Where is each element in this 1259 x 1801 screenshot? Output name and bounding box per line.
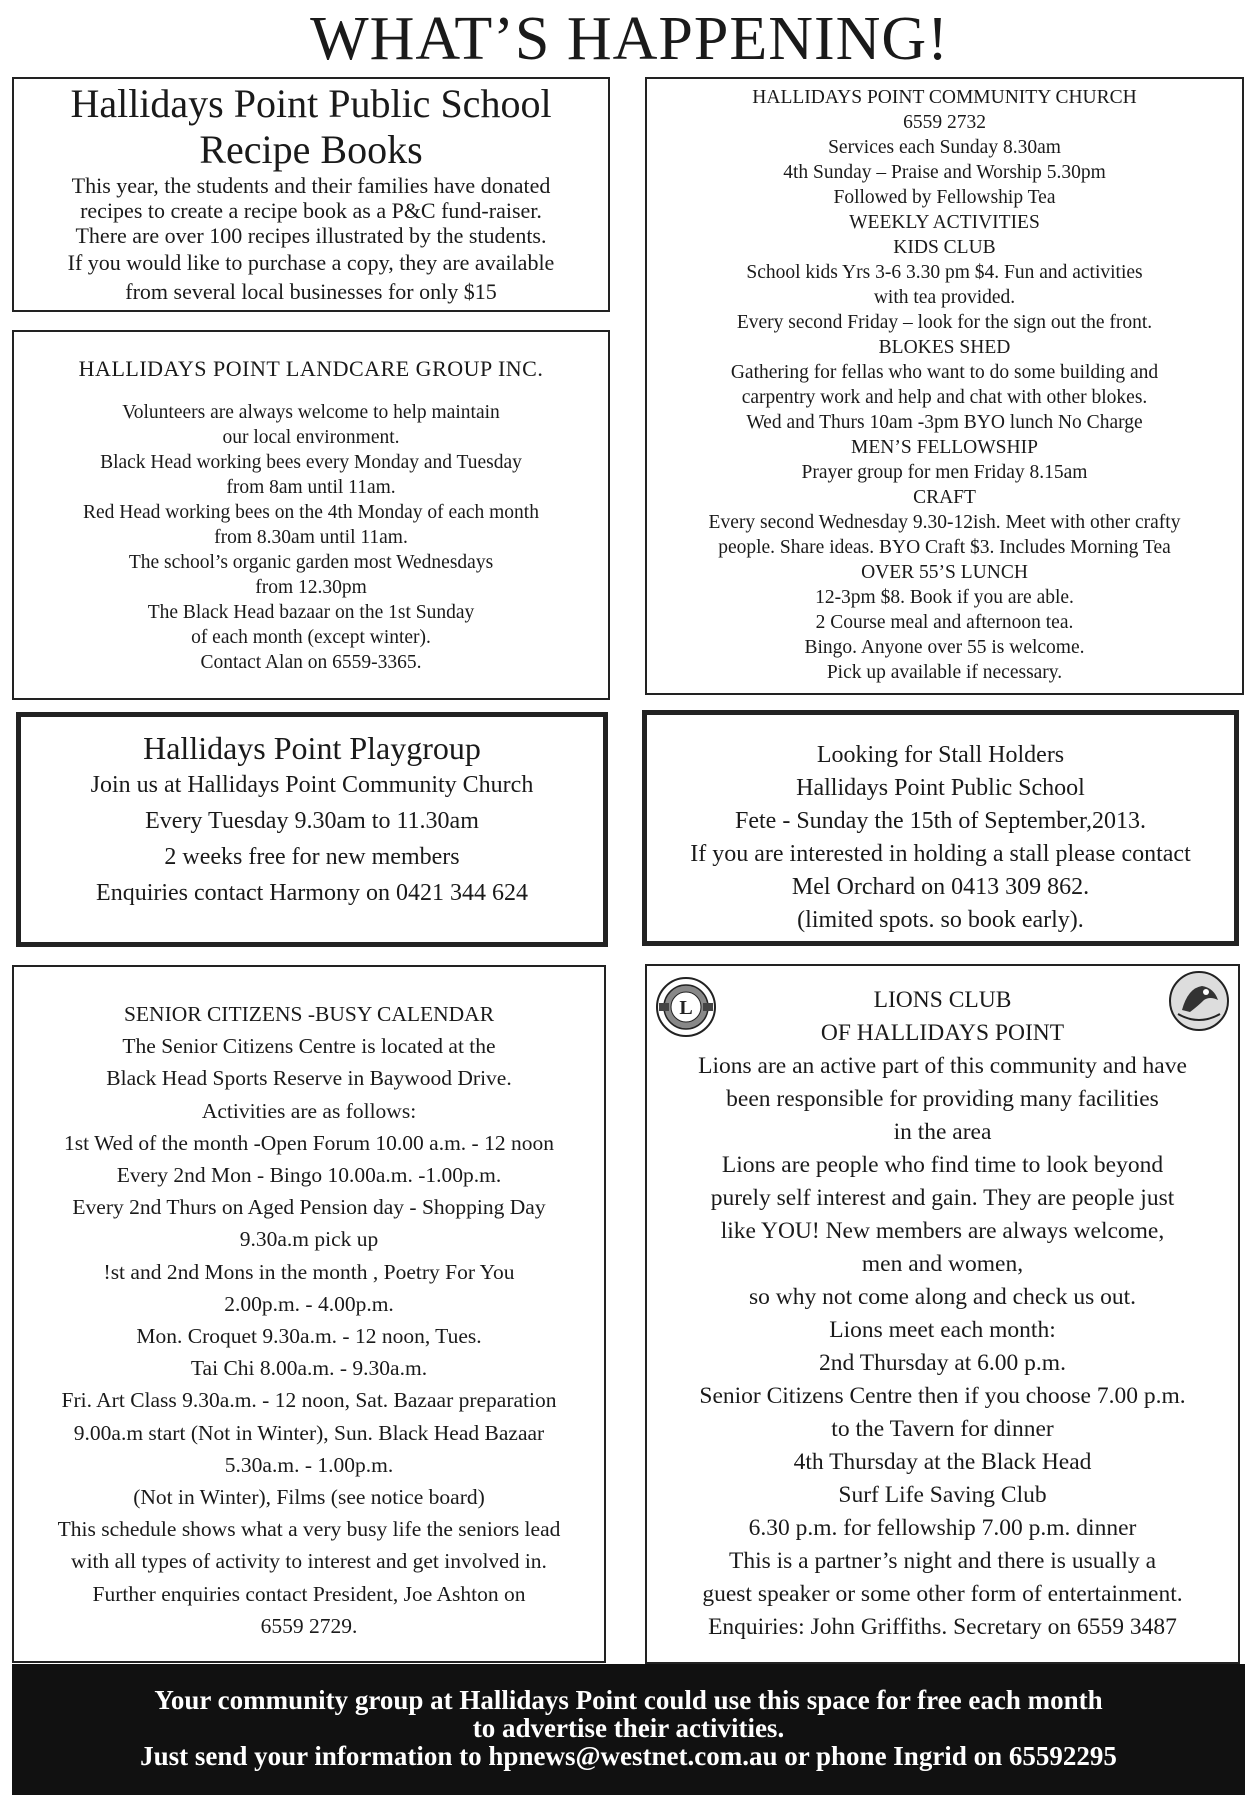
senior-citizens-text-line: 1st Wed of the month -Open Forum 10.00 a.m. - 12 noon (64, 1130, 554, 1155)
lions-club-text-line: Lions meet each month: (829, 1317, 1056, 1343)
church-text-line: Pick up available if necessary. (826, 662, 1063, 683)
senior-citizens-text-line: 6559 2729. (260, 1613, 358, 1638)
senior-citizens-text-line: with all types of activity to interest and get involved in. (71, 1549, 547, 1574)
stall-holders-text-line: (limited spots. so book early). (797, 907, 1084, 933)
landcare-notice (12, 330, 610, 700)
church-text-line: HALLIDAYS POINT COMMUNITY CHURCH (752, 87, 1137, 108)
playgroup-text-line: Enquiries contact Harmony on 0421 344 624 (96, 880, 528, 906)
lions-club-text-line: Enquiries: John Griffiths. Secretary on 6559 3487 (708, 1614, 1177, 1640)
lions-club-text-line: guest speaker or some other form of entertainment. (702, 1581, 1183, 1607)
footer-text-line: Your community group at Hallidays Point could use this space for free each month (154, 1685, 1103, 1715)
church-text-line: Followed by Fellowship Tea (833, 187, 1056, 208)
landcare-text-line: from 8.30am until 11am. (214, 527, 408, 548)
church-text-line: 2 Course meal and afternoon tea. (815, 612, 1074, 633)
recipe-books-text-line: There are over 100 recipes illustrated by the students. (75, 223, 547, 248)
landcare-text-line: of each month (except winter). (191, 627, 431, 648)
senior-citizens-text-line: Fri. Art Class 9.30a.m. - 12 noon, Sat. Bazaar preparation (61, 1388, 557, 1413)
church-lines (647, 85, 1242, 685)
playgroup-text-line: Every Tuesday 9.30am to 11.30am (145, 808, 479, 834)
lions-club-text-line: Senior Citizens Centre then if you choose 7.00 p.m. (699, 1383, 1186, 1409)
senior-citizens-text-line: Further enquiries contact President, Joe Ashton on (92, 1581, 526, 1606)
senior-citizens-text-line: 9.30a.m pick up (239, 1227, 379, 1252)
lions-club-text-line: so why not come along and check us out. (748, 1284, 1136, 1310)
playgroup-heading: Hallidays Point Playgroup (143, 730, 481, 766)
recipe-books-text-line: If you would like to purchase a copy, they are available (67, 250, 555, 275)
church-text-line: 6559 2732 (903, 112, 986, 133)
stall-holders-text-line: Mel Orchard on 0413 309 862. (791, 874, 1090, 900)
senior-citizens-text-line: Every 2nd Thurs on Aged Pension day - Shopping Day (72, 1195, 546, 1220)
lions-club-text-line: LIONS CLUB (873, 987, 1012, 1013)
landcare-text-line: Contact Alan on 6559-3365. (200, 652, 422, 673)
playgroup-text-line: Join us at Hallidays Point Community Church (90, 772, 534, 798)
landcare-text-line: from 12.30pm (255, 577, 367, 598)
lions-club-lines (647, 984, 1238, 1644)
lions-club-notice (645, 964, 1240, 1664)
lions-club-text-line: 4th Thursday at the Black Head (793, 1449, 1092, 1475)
church-text-line: WEEKLY ACTIVITIES (849, 212, 1040, 233)
lions-club-text-line: Surf Life Saving Club (838, 1482, 1047, 1508)
recipe-books-text-line: from several local businesses for only $15 (125, 279, 497, 304)
church-text-line: carpentry work and help and chat with other blokes. (741, 387, 1148, 408)
senior-citizens-text-line: (Not in Winter), Films (see notice board) (133, 1485, 485, 1510)
lions-club-text-line: OF HALLIDAYS POINT (820, 1020, 1065, 1046)
stall-holders-text-line: If you are interested in holding a stall please contact (690, 841, 1191, 867)
lions-club-text-line: This is a partner’s night and there is usually a (728, 1548, 1157, 1574)
church-text-line: Every second Friday – look for the sign out the front. (736, 312, 1153, 333)
senior-citizens-lines (14, 998, 604, 1642)
lions-club-text-line: to the Tavern for dinner (831, 1416, 1054, 1442)
stall-holders-notice (642, 710, 1239, 946)
lions-club-text-line: like YOU! New members are always welcome, (720, 1218, 1165, 1244)
lions-club-text-line: purely self interest and gain. They are people just (710, 1185, 1175, 1211)
landcare-text-line: our local environment. (222, 427, 400, 448)
lions-club-text-line: 2nd Thursday at 6.00 p.m. (819, 1350, 1066, 1376)
lions-club-text-line: 6.30 p.m. for fellowship 7.00 p.m. dinner (748, 1515, 1137, 1541)
church-text-line: Prayer group for men Friday 8.15am (801, 462, 1088, 483)
senior-citizens-text-line: Black Head Sports Reserve in Baywood Drive. (106, 1066, 512, 1091)
lions-club-text-line: men and women, (861, 1251, 1024, 1277)
senior-citizens-text-line: Mon. Croquet 9.30a.m. - 12 noon, Tues. (136, 1324, 482, 1349)
stall-holders-text-line: Looking for Stall Holders (816, 742, 1065, 768)
recipe-books-heading-line: Recipe Books (199, 127, 423, 172)
lions-club-emblem-icon (655, 976, 717, 1038)
senior-citizens-text-line: Tai Chi 8.00a.m. - 9.30a.m. (190, 1356, 428, 1381)
church-text-line: people. Share ideas. BYO Craft $3. Includes Morning Tea (718, 537, 1171, 558)
lions-club-text-line: been responsible for providing many facilities (726, 1086, 1159, 1112)
stall-holders-lines (647, 739, 1234, 937)
senior-citizens-text-line: Every 2nd Mon - Bingo 10.00a.m. -1.00p.m. (116, 1163, 502, 1188)
landcare-text-line: Red Head working bees on the 4th Monday of each month (83, 502, 539, 523)
church-text-line: Bingo. Anyone over 55 is welcome. (804, 637, 1085, 658)
landcare-text-line: Black Head working bees every Monday and Tuesday (100, 452, 522, 473)
church-text-line: MEN’S FELLOWSHIP (851, 437, 1038, 458)
recipe-books-text-line: recipes to create a recipe book as a P&C fund-raiser. (80, 198, 542, 223)
recipe-books-notice (12, 77, 610, 312)
landcare-heading: HALLIDAYS POINT LANDCARE GROUP INC. (78, 356, 544, 381)
church-text-line: Gathering for fellas who want to do some building and (730, 362, 1159, 383)
lions-club-text-line: Lions are an active part of this community and have (698, 1053, 1187, 1079)
senior-citizens-text-line: 2.00p.m. - 4.00p.m. (224, 1291, 394, 1316)
lions-globe-emblem-icon (1168, 970, 1230, 1032)
church-text-line: with tea provided. (873, 287, 1016, 308)
footer-text-line: to advertise their activities. (472, 1713, 785, 1743)
church-text-line: Wed and Thurs 10am -3pm BYO lunch No Charge (746, 412, 1143, 433)
landcare-text-line: Volunteers are always welcome to help maintain (122, 402, 500, 423)
church-text-line: 4th Sunday – Praise and Worship 5.30pm (783, 162, 1106, 183)
playgroup-text-line: 2 weeks free for new members (164, 844, 460, 870)
senior-citizens-text-line: 5.30a.m. - 1.00p.m. (224, 1452, 394, 1477)
recipe-books-heading-line: Hallidays Point Public School (70, 81, 552, 126)
landcare-lines (14, 400, 608, 675)
church-text-line: KIDS CLUB (893, 237, 996, 258)
footer-lines (12, 1686, 1245, 1770)
senior-citizens-text-line: 9.00a.m start (Not in Winter), Sun. Black Head Bazaar (73, 1420, 545, 1445)
senior-citizens-text-line: This schedule shows what a very busy life the seniors lead (57, 1517, 561, 1542)
church-text-line: School kids Yrs 3-6 3.30 pm $4. Fun and activities (746, 262, 1143, 283)
page-title: WHAT’S HAPPENING! (310, 5, 949, 73)
playgroup-lines (21, 767, 603, 911)
landcare-text-line: The school’s organic garden most Wednesdays (128, 552, 494, 573)
footer-banner (12, 1664, 1245, 1795)
church-text-line: CRAFT (913, 487, 976, 508)
lions-club-text-line: in the area (893, 1119, 992, 1145)
lions-club-text-line: Lions are people who find time to look beyond (721, 1152, 1164, 1178)
church-text-line: BLOKES SHED (878, 337, 1011, 358)
church-notice (645, 77, 1244, 695)
senior-citizens-text-line: Activities are as follows: (201, 1098, 417, 1123)
church-text-line: Services each Sunday 8.30am (828, 137, 1061, 158)
landcare-text-line: The Black Head bazaar on the 1st Sunday (147, 602, 475, 623)
stall-holders-text-line: Hallidays Point Public School (796, 775, 1085, 801)
footer-text-line: Just send your information to hpnews@westnet.com.au or phone Ingrid on 65592295 (140, 1741, 1117, 1771)
playgroup-notice (16, 712, 608, 947)
senior-citizens-text-line: SENIOR CITIZENS -BUSY CALENDAR (123, 1002, 495, 1026)
church-text-line: 12-3pm $8. Book if you are able. (815, 587, 1074, 608)
senior-citizens-text-line: !st and 2nd Mons in the month , Poetry For You (103, 1259, 515, 1284)
recipe-books-text-line: This year, the students and their families have donated (71, 173, 551, 198)
church-text-line: OVER 55’S LUNCH (861, 562, 1028, 583)
church-text-line: Every second Wednesday 9.30-12ish. Meet with other crafty (708, 512, 1181, 533)
senior-citizens-text-line: The Senior Citizens Centre is located at the (122, 1034, 496, 1059)
senior-citizens-notice (12, 965, 606, 1663)
landcare-text-line: from 8am until 11am. (226, 477, 396, 498)
stall-holders-text-line: Fete - Sunday the 15th of September,2013. (735, 808, 1146, 834)
svg-text:L: L (679, 997, 693, 1019)
